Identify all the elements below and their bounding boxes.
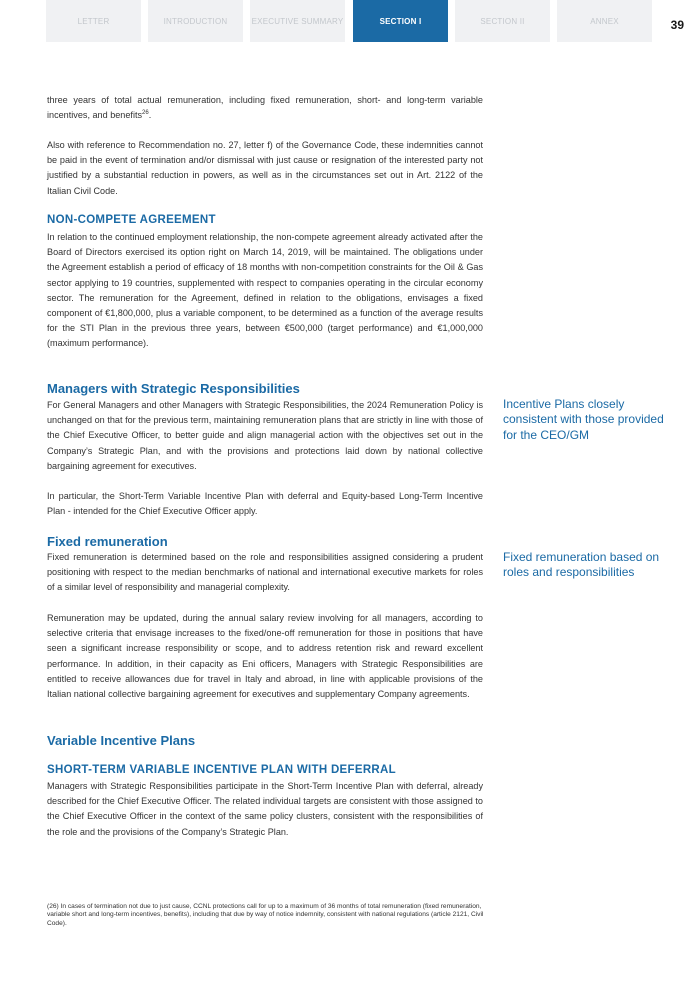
tab-introduction[interactable]: INTRODUCTION bbox=[148, 0, 243, 42]
managers-paragraph: For General Managers and other Managers with Strategic Responsibilities, the 2024 Remuneration Policy is unchanged on that for the previous term, maintaining remuneration plans that are strictly in line with those of the Chief Executive Officer, to better guide and align managerial action with the objectives set out in the Company’s Strategic Plan, and with the provisions and protections laid down by national collective bargaining agreement for executives. bbox=[47, 400, 483, 471]
fixed-remuneration-paragraph: Fixed remuneration is determined based on the role and responsibilities assigned considering a prudent positioning with respect to the median benchmarks of national and international executive markets for roles of a similar level of responsibility and managerial complexity. bbox=[47, 552, 483, 593]
sidebar-note-fixed-remuneration: Fixed remuneration based on roles and responsibilities bbox=[503, 550, 660, 580]
tab-executive-summary[interactable]: EXECUTIVE SUMMARY bbox=[250, 0, 345, 42]
tab-section-ii[interactable]: SECTION II bbox=[455, 0, 550, 42]
tab-annex[interactable]: ANNEX bbox=[557, 0, 652, 42]
fixed-remuneration-paragraph-2: Remuneration may be updated, during the annual salary review involving for all managers, according to selective criteria that envisage increases to the fixed/one-off remuneration for those in positions that have seen a significant increase responsibility or scope, and to address retention risk and reward excellent performance. In addition, in their capacity as Eni officers, Managers with Strategic Responsibilities are entitled to receive allowances due for travel in Italy and abroad, in line with applicable provisions of the Italian national collective bargaining agreement for executives and supplementary Company agreements. bbox=[47, 613, 483, 700]
footnote: (26) In cases of termination not due to just cause, CCNL protections call for up to a maximum of 36 months of total remuneration (fixed remuneration, variable short and long-term incentives, benefits), including that due by way of notice indemnity, consistent with national regulations (article 2121, Civil Code). bbox=[47, 903, 484, 927]
non-compete-paragraph: In relation to the continued employment relationship, the non-compete agreement already activated after the Board of Directors exercised its option right on March 14, 2019, will be maintained. The obligations under the Agreement establish a period of efficacy of 18 months with non-competition constraints for the Oil & Gas sector applying to 19 countries, supplemented with respect to companies operating in the circular economy sector. The remuneration for the Agreement, defined in relation to the obligations, envisages a fixed component of €1,800,000, plus a variable component, to be determined as a function of the average results for the STI Plan in the previous three years, between €500,000 (target performance) and €1,000,000 (maximum performance). bbox=[47, 232, 483, 349]
non-compete-heading: NON-COMPETE AGREEMENT bbox=[47, 214, 216, 226]
intro-text: three years of total actual remuneration, including fixed remuneration, short- and long-term variable incentives, and benefits bbox=[47, 95, 483, 121]
page-number: 39 bbox=[670, 18, 684, 32]
variable-plans-heading: Variable Incentive Plans bbox=[47, 733, 196, 748]
footnote-ref[interactable]: 26 bbox=[142, 110, 149, 117]
intro-tail: . bbox=[148, 110, 152, 121]
sidebar-note-incentive-plans: Incentive Plans closely consistent with those provided for the CEO/GM bbox=[503, 397, 664, 442]
managers-paragraph-2: In particular, the Short-Term Variable Incentive Plan with deferral and Equity-based Long-Term Incentive Plan - intended for the Chief Executive Officer apply. bbox=[47, 491, 483, 517]
managers-heading: Managers with Strategic Responsibilities bbox=[47, 381, 300, 396]
sti-paragraph: Managers with Strategic Responsibilities participate in the Short-Term Incentive Plan with deferral, already described for the Chief Executive Officer. The related individual targets are consistent with those assigned to the Chief Executive Officer in the context of the same policy clusters, consistent with the responsibilities of the role and the provisions of the Company’s Strategic Plan. bbox=[47, 781, 483, 837]
tab-section-i[interactable]: SECTION I bbox=[353, 0, 448, 42]
section-tabs bbox=[46, 0, 651, 42]
recommendation-paragraph: Also with reference to Recommendation no. 27, letter f) of the Governance Code, these indemnities cannot be paid in the event of termination and/or dismissal with just cause or resignation of the interested party not justified by a substantial reduction in powers, as well as in the circumstances set out in Art. 2122 of the Italian Civil Code. bbox=[47, 140, 483, 196]
fixed-remuneration-heading: Fixed remuneration bbox=[47, 534, 168, 549]
intro-paragraph bbox=[47, 93, 483, 123]
sti-heading: SHORT-TERM VARIABLE INCENTIVE PLAN WITH DEFERRAL bbox=[47, 764, 396, 776]
tab-letter[interactable]: LETTER bbox=[46, 0, 141, 42]
